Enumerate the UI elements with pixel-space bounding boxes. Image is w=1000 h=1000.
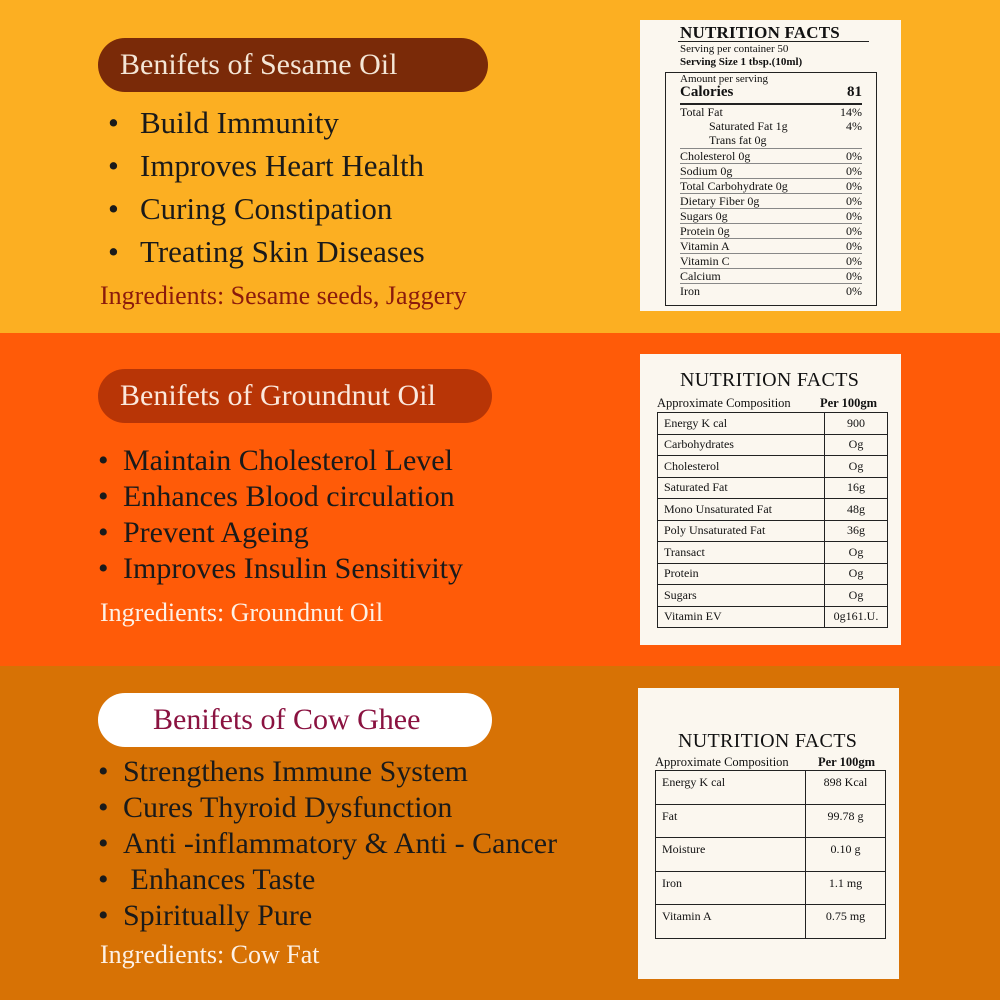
divider	[678, 41, 869, 42]
list-item: • Spiritually Pure	[98, 899, 313, 932]
list-item: • Cures Thyroid Dysfunction	[98, 791, 453, 824]
groundnut-nutrition-card	[640, 354, 901, 645]
table-row: Transact Og	[658, 542, 888, 564]
bullet-icon: •	[108, 104, 119, 140]
nutrient-row: Cholesterol 0g 0%	[680, 149, 862, 163]
nutrient-row: Trans fat 0g	[709, 133, 767, 147]
table-row: Vitamin EV 0g161.U.	[658, 606, 888, 628]
table-row: Poly Unsaturated Fat 36g	[658, 520, 888, 542]
bullet-icon: •	[98, 516, 109, 549]
composition-header: Approximate Composition	[655, 755, 789, 769]
table-row: Moisture 0.10 g	[656, 838, 886, 872]
bullet-icon: •	[98, 755, 109, 788]
bullet-icon: •	[98, 480, 109, 513]
bullet-icon: •	[98, 444, 109, 477]
bullet-icon: •	[98, 827, 109, 860]
bullet-icon: •	[108, 190, 119, 226]
nutrient-row: Saturated Fat 1g 4%	[709, 119, 862, 133]
calories-value: 81	[847, 84, 862, 100]
bullet-icon: •	[98, 863, 109, 896]
groundnut-benefits-heading: Benifets of Groundnut Oil	[98, 369, 492, 423]
cow-ghee-section	[0, 666, 1000, 1000]
nutrient-row: Sodium 0g 0%	[680, 164, 862, 178]
list-item: • Treating Skin Diseases	[108, 233, 425, 269]
sesame-oil-section	[0, 0, 1000, 333]
nutrition-table	[657, 412, 888, 628]
sesame-ingredients: Ingredients: Sesame seeds, Jaggery	[100, 281, 467, 310]
table-row: Sugars Og	[658, 585, 888, 607]
nutrient-row: Vitamin C 0%	[680, 254, 862, 268]
list-item: • Maintain Cholesterol Level	[98, 444, 453, 477]
sesame-nutrition-card	[640, 20, 901, 311]
table-row: Energy K cal 900	[658, 413, 888, 435]
nutrient-row: Dietary Fiber 0g 0%	[680, 194, 862, 208]
nutrient-row: Calcium 0%	[680, 269, 862, 283]
table-row: Energy K cal 898 Kcal	[656, 771, 886, 805]
table-row: Carbohydrates Og	[658, 434, 888, 456]
list-item: • Strengthens Immune System	[98, 755, 468, 788]
nutrient-row: Total Carbohydrate 0g 0%	[680, 179, 862, 193]
nutrition-title: NUTRITION FACTS	[678, 730, 858, 752]
bullet-icon: •	[98, 552, 109, 585]
table-row: Iron 1.1 mg	[656, 871, 886, 905]
ghee-benefits-heading: Benifets of Cow Ghee	[98, 693, 492, 747]
list-item: • Improves Insulin Sensitivity	[98, 552, 463, 585]
bullet-icon: •	[98, 899, 109, 932]
bullet-icon: •	[98, 791, 109, 824]
nutrient-row: Vitamin A 0%	[680, 239, 862, 253]
groundnut-oil-section	[0, 333, 1000, 666]
list-item: • Curing Constipation	[108, 190, 393, 226]
list-item: • Build Immunity	[108, 104, 339, 140]
ghee-ingredients: Ingredients: Cow Fat	[100, 940, 320, 969]
table-row: Protein Og	[658, 563, 888, 585]
serving-size: Serving Size 1 tbsp.(10ml)	[680, 56, 803, 68]
ghee-benefits-list	[98, 754, 557, 934]
nutrition-title: NUTRITION FACTS	[680, 23, 840, 42]
composition-header: Approximate Composition	[657, 396, 791, 410]
nutrient-row: Sugars 0g 0%	[680, 209, 862, 223]
groundnut-benefits-list	[98, 443, 463, 587]
list-item: • Enhances Taste	[98, 863, 316, 896]
list-item: • Improves Heart Health	[108, 147, 425, 183]
table-row: Mono Unsaturated Fat 48g	[658, 499, 888, 521]
nutrition-table	[665, 72, 877, 306]
list-item: • Anti -inflammatory & Anti - Cancer	[98, 827, 558, 860]
per-100gm-header: Per 100gm	[818, 755, 876, 769]
groundnut-ingredients: Ingredients: Groundnut Oil	[100, 598, 384, 627]
list-item: • Prevent Ageing	[98, 516, 309, 549]
list-item: • Enhances Blood circulation	[98, 480, 455, 513]
table-row: Fat 99.78 g	[656, 804, 886, 838]
sesame-benefits-list	[108, 101, 425, 273]
bullet-icon: •	[108, 233, 119, 269]
bullet-icon: •	[108, 147, 119, 183]
nutrient-row: Iron 0%	[680, 284, 862, 298]
serving-per-container: Serving per container 50	[680, 43, 789, 55]
table-row: Vitamin A 0.75 mg	[656, 905, 886, 939]
per-100gm-header: Per 100gm	[820, 396, 878, 410]
nutrient-row: Total Fat 14%	[680, 105, 862, 119]
nutrition-table	[655, 770, 886, 939]
calories-label: Calories	[680, 84, 734, 100]
ghee-nutrition-card	[638, 688, 899, 979]
amount-per-serving: Amount per serving	[680, 73, 768, 85]
sesame-benefits-heading: Benifets of Sesame Oil	[98, 38, 488, 92]
table-row: Saturated Fat 16g	[658, 477, 888, 499]
nutrition-title: NUTRITION FACTS	[680, 369, 860, 391]
table-row: Cholesterol Og	[658, 456, 888, 478]
nutrient-row: Protein 0g 0%	[680, 224, 862, 238]
